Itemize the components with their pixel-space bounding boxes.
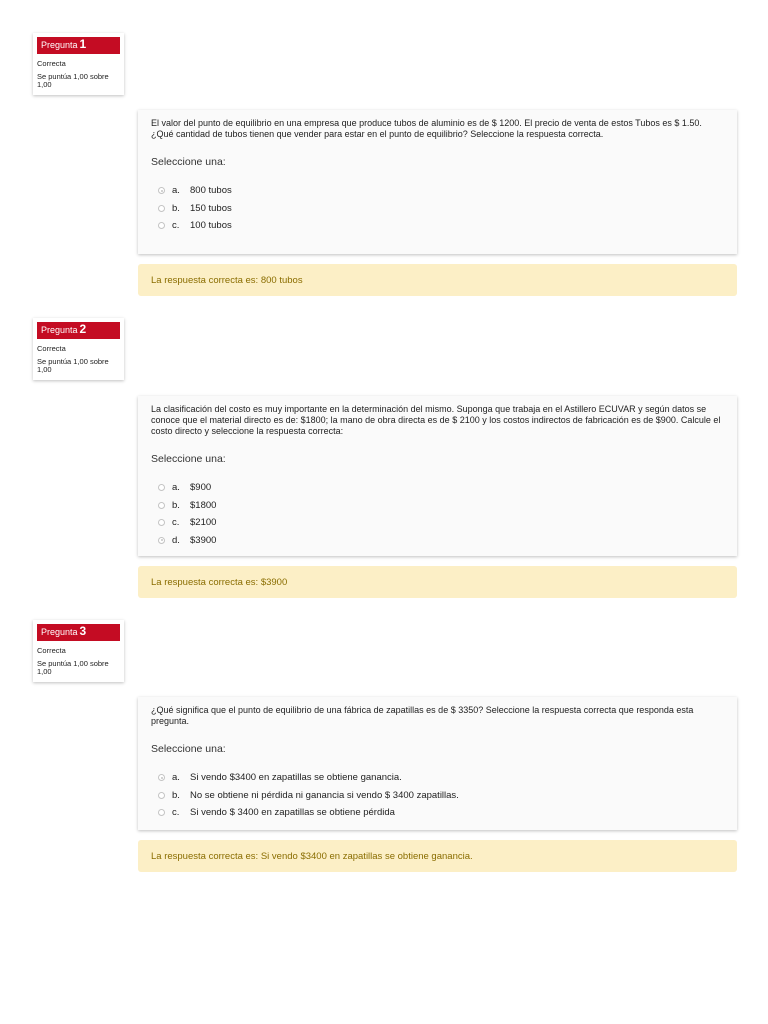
question-badge [37, 322, 120, 339]
radio-icon[interactable] [158, 502, 165, 509]
answer-option-c[interactable] [151, 514, 723, 532]
question-state: Correcta [37, 344, 66, 353]
question-badge-label: Pregunta [41, 325, 78, 335]
answer-letter: a. [172, 482, 180, 494]
answer-option-c[interactable] [151, 804, 723, 822]
answer-text: 150 tubos [190, 202, 232, 214]
question-text-3 [138, 697, 737, 830]
question-number: 1 [79, 37, 87, 51]
question-badge-label: Pregunta [41, 40, 78, 50]
answer-letter: d. [172, 534, 180, 546]
question-state: Correcta [37, 59, 66, 68]
answer-option-a[interactable] [151, 479, 723, 497]
radio-icon[interactable] [158, 222, 165, 229]
answer-text: $1800 [190, 499, 217, 511]
radio-checked-icon[interactable] [158, 537, 165, 544]
radio-icon[interactable] [158, 792, 165, 799]
answer-text: Si vendo $3400 en zapatillas se obtiene ganancia. [190, 772, 402, 784]
feedback-box-2: La respuesta correcta es: $3900 [138, 566, 737, 598]
question-badge-label: Pregunta [41, 627, 78, 637]
answer-option-a[interactable] [151, 182, 723, 200]
answer-letter: a. [172, 772, 180, 784]
answer-option-b[interactable] [151, 497, 723, 515]
question-text-1 [138, 110, 737, 254]
question-info-1 [33, 33, 124, 95]
select-label: Seleccione una: [151, 156, 226, 168]
question-grade: Se puntúa 1,00 sobre 1,00 [37, 72, 109, 89]
answer-option-d[interactable] [151, 532, 723, 550]
answer-letter: b. [172, 202, 180, 214]
question-badge [37, 37, 120, 54]
answer-option-a[interactable] [151, 769, 723, 787]
answer-option-b[interactable] [151, 787, 723, 805]
answer-list [151, 769, 723, 822]
answer-text: $900 [190, 482, 212, 494]
answer-letter: c. [172, 220, 180, 232]
answer-text: 100 tubos [190, 220, 232, 232]
radio-icon[interactable] [158, 809, 165, 816]
question-info-2 [33, 318, 124, 380]
feedback-box-3: La respuesta correcta es: Si vendo $3400 en zapatillas se obtiene ganancia. [138, 840, 737, 872]
answer-list [151, 479, 723, 549]
answer-option-c[interactable] [151, 217, 723, 235]
question-grade: Se puntúa 1,00 sobre 1,00 [37, 357, 109, 374]
radio-icon[interactable] [158, 484, 165, 491]
answer-text: No se obtiene ni pérdida ni ganancia si vendo $ 3400 zapatillas. [190, 789, 459, 801]
question-number: 2 [79, 322, 87, 336]
question-text-2 [138, 396, 737, 556]
question-state: Correcta [37, 646, 66, 655]
answer-option-b[interactable] [151, 200, 723, 218]
radio-checked-icon[interactable] [158, 187, 165, 194]
select-label: Seleccione una: [151, 743, 226, 755]
answer-letter: b. [172, 499, 180, 511]
question-badge [37, 624, 120, 641]
question-number: 3 [79, 624, 87, 638]
answer-list [151, 182, 723, 235]
question-prompt: ¿Qué significa que el punto de equilibrio de una fábrica de zapatillas es de $ 3350? Seleccione la respuesta correcta que responda esta pregunta. [151, 705, 694, 726]
answer-text: Si vendo $ 3400 en zapatillas se obtiene pérdida [190, 807, 395, 819]
feedback-box-1: La respuesta correcta es: 800 tubos [138, 264, 737, 296]
answer-letter: c. [172, 517, 180, 529]
answer-letter: b. [172, 789, 180, 801]
answer-letter: a. [172, 185, 180, 197]
select-label: Seleccione una: [151, 453, 226, 465]
radio-icon[interactable] [158, 519, 165, 526]
question-grade: Se puntúa 1,00 sobre 1,00 [37, 659, 109, 676]
answer-text: $3900 [190, 534, 217, 546]
question-prompt: El valor del punto de equilibrio en una empresa que produce tubos de aluminio es de $ 1200. El precio de venta de estos Tubos es $ 1.50. ¿Qué cantidad de tubos tienen que vender para estar en el punto de equilibrio? Seleccione la respuesta correcta. [151, 118, 702, 139]
answer-text: 800 tubos [190, 185, 232, 197]
radio-checked-icon[interactable] [158, 774, 165, 781]
answer-letter: c. [172, 807, 180, 819]
question-prompt: La clasificación del costo es muy importante en la determinación del mismo. Suponga que trabaja en el Astillero ECUVAR y según datos se conoce que el material directo es de: $1800; la mano de obra directa es de $ 2100 y los costos indirectos de fabricación es de $900. Calcule el costo directo y seleccione la respuesta correcta: [151, 404, 721, 436]
answer-text: $2100 [190, 517, 217, 529]
question-info-3 [33, 620, 124, 682]
radio-icon[interactable] [158, 205, 165, 212]
